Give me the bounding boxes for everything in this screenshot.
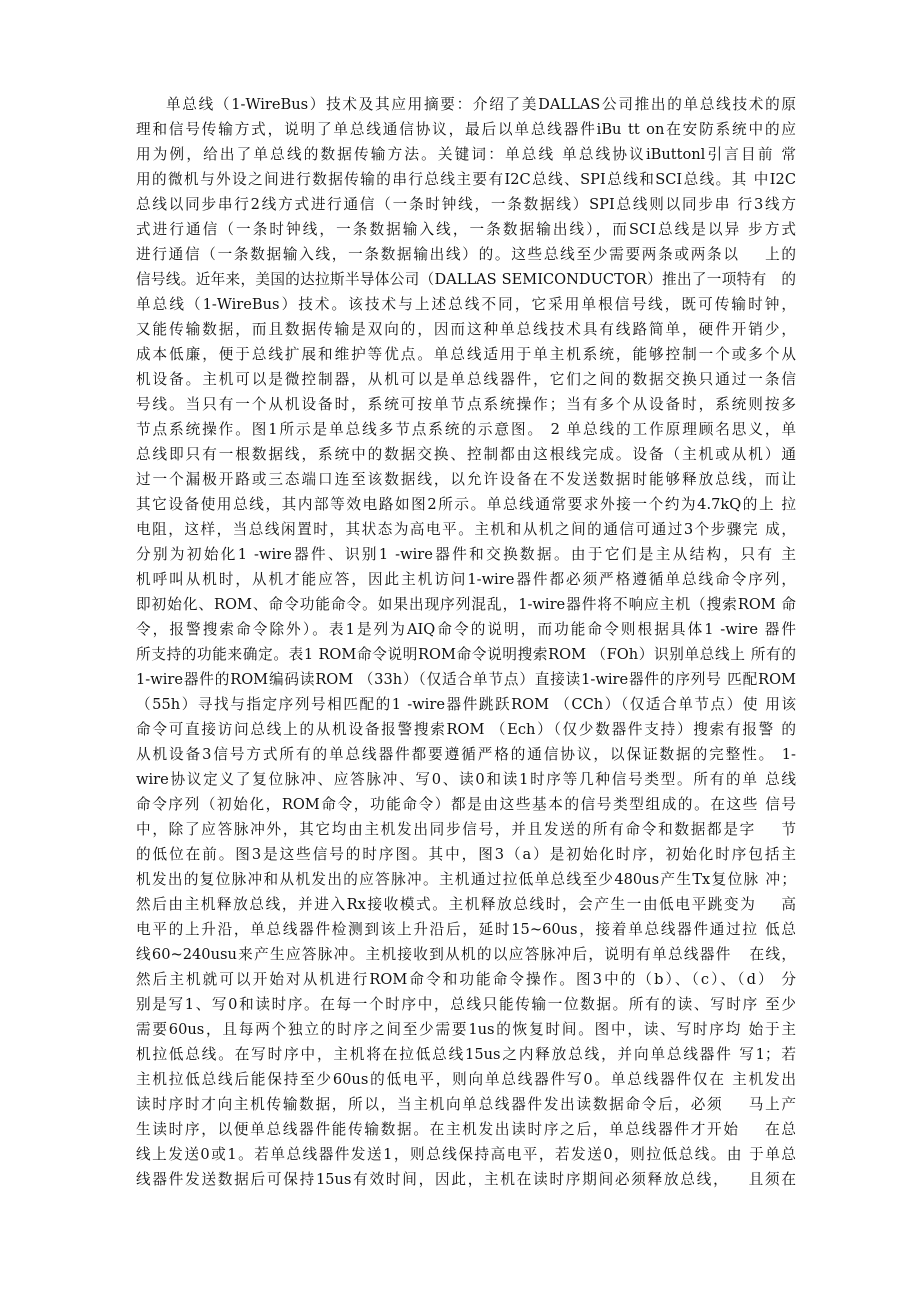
- paragraph-line: 主机拉低总线后能保持至少60us的低电平，则向单总线器件写0。单总线器件仅在 主机发出: [136, 1071, 796, 1088]
- paragraph-line: 读时序时才向主机传输数据，所以，当主机向单总线器件发出读数据命令后，必须 马上产: [136, 1096, 796, 1113]
- paragraph-line: 即初始化、ROM、命令功能命令。如果出现序列混乱，1-wire器件将不响应主机（搜索ROM 命: [136, 596, 796, 613]
- paragraph-line: 过一个漏极开路或三态端口连至该数据线，以允许设备在不发送数据时能够释放总线，而让: [136, 471, 796, 488]
- paragraph-line: 机发出的复位脉冲和从机发出的应答脉冲。主机通过拉低单总线至少480us产生Tx复位脉 冲；: [136, 871, 796, 888]
- paragraph-line: 别是写1、写0和读时序。在每一个时序中，总线只能传输一位数据。所有的读、写时序 至少: [136, 996, 796, 1013]
- paragraph-line: 线上发送0或1。若单总线器件发送1，则总线保持高电平，若发送0，则拉低总线。由 于单总: [136, 1146, 796, 1163]
- paragraph-line: 理和信号传输方式，说明了单总线通信协议，最后以单总线器件iBu tt on在安防系统中的应: [136, 121, 796, 138]
- paragraph-line: 命令序列（初始化，ROM命令，功能命令）都是由这些基本的信号类型组成的。在这些 信号: [136, 796, 796, 813]
- paragraph-line: 命令可直接访问总线上的从机设备报警搜索ROM （Ech）（仅少数器件支持）搜索有报警 的: [136, 721, 796, 738]
- paragraph-line: 用的微机与外设之间进行数据传输的串行总线主要有I2C总线、SPI总线和SCI总线。其 中I2C: [136, 171, 796, 188]
- paragraph-line: 分别为初始化1 -wire器件、识别1 -wire器件和交换数据。由于它们是主从结构，只有 主: [136, 546, 796, 563]
- paragraph-line: 所支持的功能来确定。表1 ROM命令说明ROM命令说明搜索ROM （FOh）识别单总线上 所有的: [136, 646, 796, 663]
- paragraph-line: 其它设备使用总线，其内部等效电路如图2所示。单总线通常要求外接一个约为4.7kQ的上 拉: [136, 496, 796, 513]
- paragraph-line: wire协议定义了复位脉冲、应答脉冲、写0、读0和读1时序等几种信号类型。所有的单 总线: [136, 771, 796, 788]
- paragraph-line: 单总线（1-WireBus）技术及其应用摘要：介绍了美DALLAS公司推出的单总线技术的原: [166, 96, 796, 113]
- paragraph-line: 机设备。主机可以是微控制器，从机可以是单总线器件，它们之间的数据交换只通过一条信: [136, 371, 796, 388]
- paragraph-line: 单总线（1-WireBus）技术。该技术与上述总线不同，它采用单根信号线，既可传输时钟，: [136, 296, 796, 313]
- paragraph-line: 电平的上升沿，单总线器件检测到该上升沿后，延时15~60us，接着单总线器件通过拉 低总: [136, 921, 796, 938]
- paragraph-line: 需要60us，且每两个独立的时序之间至少需要1us的恢复时间。图中，读、写时序均 始于主: [136, 1021, 796, 1038]
- paragraph-line: 总线即只有一根数据线，系统中的数据交换、控制都由这根线完成。设备（主机或从机）通: [136, 446, 796, 463]
- paragraph-line: 机呼叫从机时，从机才能应答，因此主机访问1-wire器件都必须严格遵循单总线命令序列，: [136, 571, 796, 588]
- paragraph-line: 节点系统操作。图1所示是单总线多节点系统的示意图。 2 单总线的工作原理顾名思义，单: [136, 421, 796, 438]
- paragraph-line: 令，报警搜索命令除外）。表1是列为AIQ命令的说明，而功能命令则根据具体1 -wire 器件: [136, 621, 796, 638]
- paragraph-line: 1-wire器件的ROM编码读ROM （33h）（仅适合单节点）直接读1-wire器件的序列号 匹配ROM: [136, 671, 796, 688]
- paragraph-line: 然后主机就可以开始对从机进行ROM命令和功能命令操作。图3中的（b）、（c）、（d） 分: [136, 971, 796, 988]
- paragraph-line: 从机设备3信号方式所有的单总线器件都要遵循严格的通信协议，以保证数据的完整性。 1-: [136, 746, 796, 763]
- paragraph-line: 信号线。近年来，美国的达拉斯半导体公司（DALLAS SEMICONDUCTOR）推出了一项特有 的: [136, 271, 796, 288]
- paragraph-line: 又能传输数据，而且数据传输是双向的，因而这种单总线技术具有线路简单，硬件开销少，: [136, 321, 796, 338]
- paragraph-line: 的低位在前。图3是这些信号的时序图。其中，图3（a）是初始化时序，初始化时序包括主: [136, 846, 796, 863]
- paragraph-line: 中，除了应答脉冲外，其它均由主机发出同步信号，并且发送的所有命令和数据都是字 节: [136, 821, 796, 838]
- paragraph-line: 线器件发送数据后可保持15us有效时间，因此，主机在读时序期间必须释放总线， 且须在: [136, 1171, 796, 1188]
- paragraph-line: 电阻，这样，当总线闲置时，其状态为高电平。主机和从机之间的通信可通过3个步骤完 成，: [136, 521, 796, 538]
- paragraph-line: 然后由主机释放总线，并进入Rx接收模式。主机释放总线时，会产生一由低电平跳变为 高: [136, 896, 796, 913]
- article-body: [136, 92, 796, 1192]
- paragraph-line: 式进行通信（一条时钟线，一条数据输入线，一条数据输出线），而SCI总线是以异 步方式: [136, 221, 796, 238]
- paragraph-line: 总线以同步串行2线方式进行通信（一条时钟线，一条数据线）SPI总线则以同步串 行3线方: [136, 196, 796, 213]
- paragraph-line: 成本低廉，便于总线扩展和维护等优点。单总线适用于单主机系统，能够控制一个或多个从: [136, 346, 796, 363]
- paragraph-line: 用为例，给出了单总线的数据传输方法。关键词：单总线 单总线协议iButtonl引言目前 常: [136, 146, 796, 163]
- paragraph-line: 机拉低总线。在写时序中，主机将在拉低总线15us之内释放总线，并向单总线器件 写1；若: [136, 1046, 796, 1063]
- paragraph-line: 生读时序，以便单总线器件能传输数据。在主机发出读时序之后，单总线器件才开始 在总: [136, 1121, 796, 1138]
- paragraph-line: 号线。当只有一个从机设备时，系统可按单节点系统操作；当有多个从设备时，系统则按多: [136, 396, 796, 413]
- paragraph-line: （55h）寻找与指定序列号相匹配的1 -wire器件跳跃ROM （CCh）（仅适合单节点）使 用该: [136, 696, 796, 713]
- paragraph-line: 线60~240usu来产生应答脉冲。主机接收到从机的以应答脉冲后，说明有单总线器件 在线，: [136, 946, 796, 963]
- paragraph-line: 进行通信（一条数据输入线，一条数据输出线）的。这些总线至少需要两条或两条以 上的: [136, 246, 796, 263]
